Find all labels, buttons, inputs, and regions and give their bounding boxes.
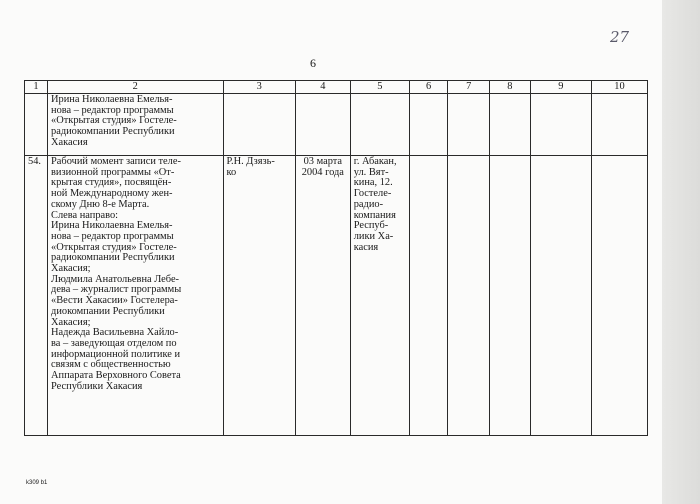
column-header: 7 [448,81,490,94]
column-header: 2 [48,81,223,94]
column-header: 6 [409,81,447,94]
empty-cell [448,94,490,156]
column-header: 8 [490,81,531,94]
empty-cell [490,94,531,156]
empty-cell [592,94,648,156]
row-number-cell: 54. [25,156,48,436]
column-header: 4 [295,81,350,94]
date-cell [295,94,350,156]
column-header: 10 [592,81,648,94]
empty-cell [448,156,490,436]
author-cell [223,94,295,156]
empty-cell [490,156,531,436]
page-number: 6 [310,56,316,70]
empty-cell [409,94,447,156]
column-number-row [25,81,648,94]
inventory-table [24,80,648,436]
row-number-cell [25,94,48,156]
table-row-54 [25,156,648,436]
empty-cell [409,156,447,436]
scan-edge [662,0,700,504]
description-cell: Ирина Николаевна Емелья- нова – редактор программы «Открытая студия» Гостеле- радиокомпании Республики Хакасия [48,94,223,156]
empty-cell [592,156,648,436]
place-cell [350,94,409,156]
handwritten-sheet-number: 27 [610,28,630,46]
description-cell: Рабочий момент записи теле- визионной программы «От- крытая студия», посвящён- ной Международному жен- скому Дню 8-е Марта. Слева направо: Ирина Николаевна Емелья- нова – редактор программы «Открытая студия» Гостеле- радиокомпании Республики Хакасия; Людмила Анатольевна Лебе- дева – журналист программы «Вести Хакасии» Гостелерa- диокомпании Республики Хакасия; Надежда Васильевна Хайло- ва – заведующая отделом по информационной политике и связям с общественностью Аппарата Верховного Совета Республики Хакасия [48,156,223,436]
column-header: 9 [530,81,591,94]
author-cell: Р.Н. Дзязь- ко [223,156,295,436]
empty-cell [530,94,591,156]
place-cell: г. Абакан, ул. Вят- кина, 12. Гостеле- радио- компания Респуб- лики Ха- касия [350,156,409,436]
empty-cell [530,156,591,436]
date-cell: 03 марта 2004 года [295,156,350,436]
column-header: 3 [223,81,295,94]
table-row-continued [25,94,648,156]
footer-code: k309 b1 [26,480,48,486]
column-header: 1 [25,81,48,94]
column-header: 5 [350,81,409,94]
